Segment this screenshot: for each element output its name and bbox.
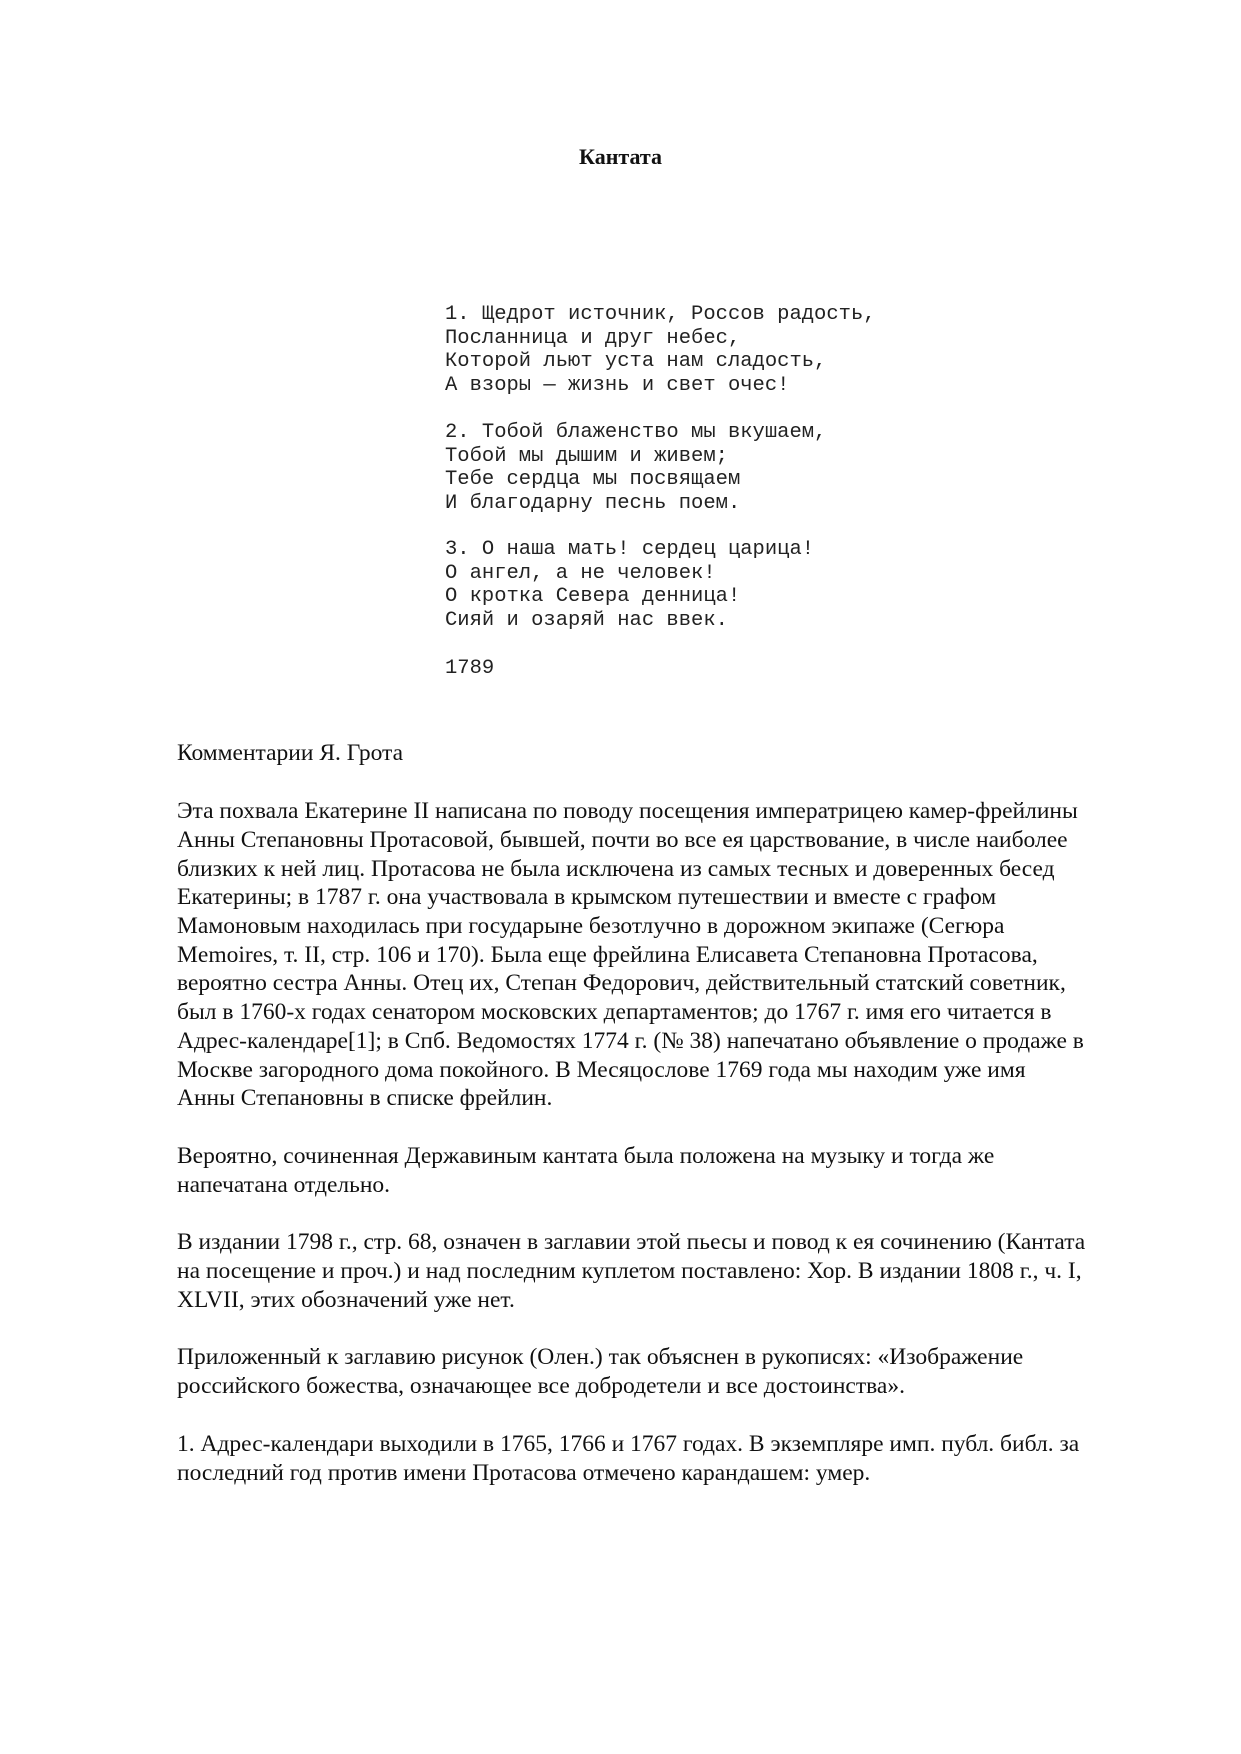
text-line: 1. Адрес-календари выходили в 1765, 1766 и 1767 годах. В экземпляре имп. публ. библ. за [177, 1430, 1080, 1457]
text-line: Приложенный к заглавию рисунок (Олен.) так объяснен в рукописях: «Изображение [177, 1344, 1024, 1371]
poem-line: О кротка Севера денница! [445, 585, 741, 608]
poem-line: Сияй и озаряй нас ввек. [445, 608, 728, 632]
poem-stanza-3 [445, 538, 1241, 632]
poem-line: Тобой мы дышим и живем; [445, 444, 728, 468]
commentary-paragraph-1 [177, 797, 1241, 1113]
poem-line: А взоры — жизнь и свет очес! [445, 373, 790, 397]
poem-line: 2. Тобой блаженство мы вкушаем, [445, 421, 827, 444]
poem-line: Которой льют уста нам сладость, [445, 350, 827, 373]
poem-stanza-2 [445, 421, 1241, 515]
text-line: напечатана отдельно. [177, 1171, 391, 1198]
text-line: на посещение и проч.) и над последним куплетом поставлено: Хор. В издании 1808 г., ч. I, [177, 1258, 1082, 1285]
text-line: вероятно сестра Анны. Отец их, Степан Федорович, действительный статский советник, [177, 970, 1066, 997]
text-line: Москве загородного дома покойного. В Месяцослове 1769 года мы находим уже имя [177, 1056, 1026, 1083]
text-line: Екатерины; в 1787 г. она участвовала в крымском путешествии и вместе с графом [177, 884, 997, 911]
document-title: Кантата [579, 144, 662, 169]
commentary-paragraph-3 [177, 1228, 1241, 1314]
text-line: Memoires, т. II, стр. 106 и 170). Была еще фрейлина Елисавета Степановна Протасова, [177, 941, 1038, 968]
footnote [177, 1430, 1241, 1487]
text-line: российского божества, означающее все добродетели и все достоинства». [177, 1373, 905, 1400]
poem-line: 3. О наша мать! сердец царица! [445, 538, 815, 561]
poem-stanza-1 [445, 303, 1241, 397]
text-line: близких к ней лиц. Протасова не была исключена из самых тесных и доверенных бесед [177, 855, 1055, 882]
poem-line: Тебе сердца мы посвящаем [445, 468, 741, 491]
text-line: Мамоновым находилась при государыне безотлучно в дорожном экипаже (Сегюра [177, 913, 1005, 940]
commentary-heading: Комментарии Я. Грота [177, 739, 404, 766]
poem-line: И благодарну песнь поем. [445, 491, 741, 515]
text-line: последний год против имени Протасова отмечено карандашем: умер. [177, 1459, 871, 1486]
text-line: XLVII, этих обозначений уже нет. [177, 1286, 515, 1313]
poem-line: Посланница и друг небес, [445, 326, 741, 350]
commentary-paragraph-2 [177, 1142, 1241, 1199]
text-line: Анны Степановны Протасовой, бывшей, почти во все ея царствование, в числе наиболее [177, 826, 1068, 853]
text-line: был в 1760-х годах сенатором московских департаментов; до 1767 г. имя его читается в [177, 999, 1052, 1026]
poem-year: 1789 [445, 657, 495, 680]
poem-line: 1. Щедрот источник, Россов радость, [445, 303, 876, 326]
commentary-paragraph-4 [177, 1343, 1241, 1400]
text-line: Анны Степановны в списке фрейлин. [177, 1085, 553, 1112]
text-line: Вероятно, сочиненная Державиным кантата была положена на музыку и тогда же [177, 1142, 995, 1169]
poem-line: О ангел, а не человек! [445, 561, 716, 585]
text-line: В издании 1798 г., стр. 68, означен в заглавии этой пьесы и повод к ея сочинению (Кантата [177, 1229, 1086, 1256]
text-line: Эта похвала Екатерине II написана по поводу посещения императрицею камер-фрейлины [177, 798, 1078, 825]
footnote-link-line: Адрес-календаре[1]; в Спб. Ведомостях 1774 г. (№ 38) напечатано объявление о продаже в [177, 1027, 1084, 1054]
